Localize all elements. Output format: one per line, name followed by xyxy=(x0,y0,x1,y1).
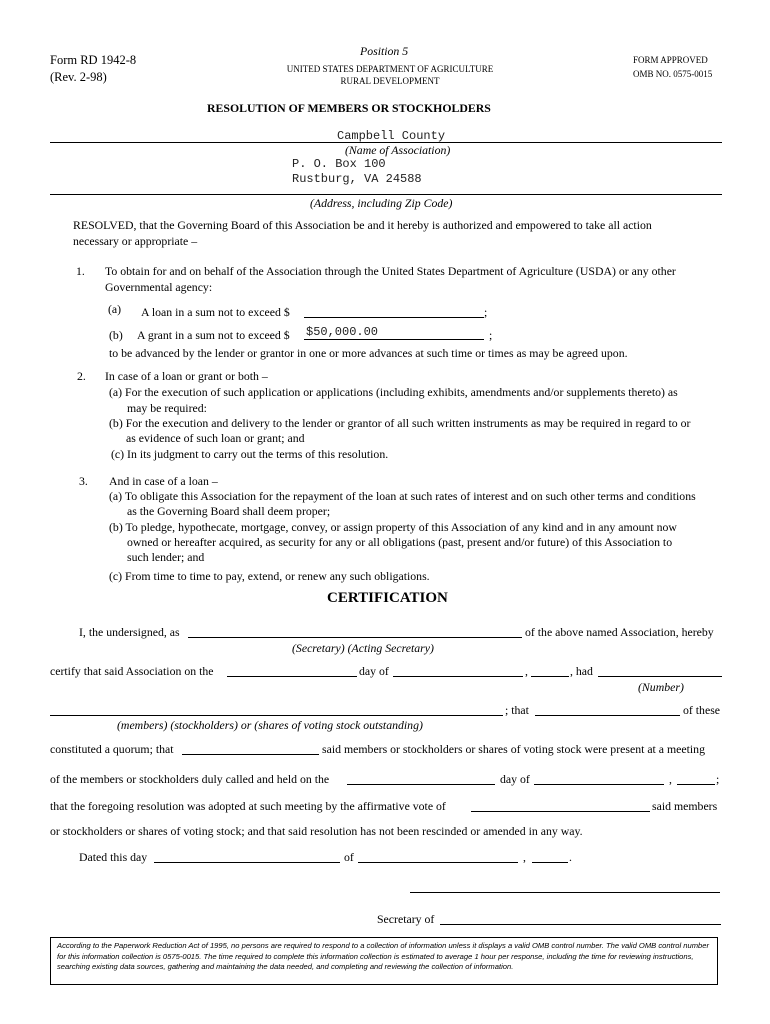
members-label: (members) (stockholders) or (shares of voting stock outstanding) xyxy=(117,718,423,732)
item1a-label: (a) xyxy=(108,302,122,316)
item1b-label: (b) xyxy=(109,328,123,342)
item1-text-2: Governmental agency: xyxy=(105,280,213,294)
grant-amount-value[interactable]: $50,000.00 xyxy=(306,325,379,339)
cert-day-of: day of xyxy=(359,664,389,678)
cert-comma: , xyxy=(525,664,528,678)
address-label: (Address, including Zip Code) xyxy=(310,196,453,210)
cert-semi: ; xyxy=(716,772,720,786)
cert-day-of-2: day of xyxy=(500,772,530,786)
grant-amount-field[interactable] xyxy=(304,339,484,340)
notice-text: According to the Paperwork Reduction Act of 1995, no persons are required to respond to a collection of information unless it displays a valid OMB control number. The valid OMB control number for this information collection is 0575-0015. The time required to complete this information collection is estimated to average 1 hour per response, including the time for reviewing instructions, searching existing data sources, gathering and maintaining the data needed, and completing and reviewing the collection of information. xyxy=(57,941,709,971)
capacity-field[interactable] xyxy=(188,637,522,638)
item1a-text: A loan in a sum not to exceed $ xyxy=(141,305,290,319)
item2b-text-2: as evidence of such loan or grant; and xyxy=(126,431,305,445)
item3-intro: And in case of a loan – xyxy=(109,474,218,488)
meeting-day-field[interactable] xyxy=(227,676,357,677)
item3c-text: (c) From time to time to pay, extend, or renew any such obligations. xyxy=(109,569,430,583)
page-title: RESOLUTION OF MEMBERS OR STOCKHOLDERS xyxy=(207,101,491,115)
resolved-text-1: RESOLVED, that the Governing Board of this Association be and it hereby is authorized and empowered to take all action xyxy=(73,218,652,232)
item2a-text-1: (a) For the execution of such application or applications (including exhibits, amendments and/or supplements thereto) as xyxy=(109,385,678,399)
cert-comma-2: , xyxy=(669,772,672,786)
number-label: (Number) xyxy=(638,680,684,694)
cert-of-these: of these xyxy=(683,703,721,717)
dated-year-field[interactable] xyxy=(532,862,568,863)
held-day-field[interactable] xyxy=(347,784,495,785)
meeting-year-field[interactable] xyxy=(531,676,569,677)
dated-month-field[interactable] xyxy=(358,862,518,863)
item1a-end: ; xyxy=(484,305,488,319)
cert-not-rescinded: or stockholders or shares of voting stock; and that said resolution has not been rescinded or amended in any way. xyxy=(50,824,583,838)
cert-date-comma: , xyxy=(523,850,526,864)
item3b-text-2: owned or hereafter acquired, as security for any or all obligations (past, present and/or future) of this Association to xyxy=(127,535,673,549)
cert-certify: certify that said Association on the xyxy=(50,664,214,678)
cert-secretary-of: Secretary of xyxy=(377,912,435,926)
item3-number: 3. xyxy=(79,474,88,488)
secretary-of-field[interactable] xyxy=(440,924,721,925)
item2b-text-1: (b) For the execution and delivery to the lender or grantor of all such written instruments as may be required in regard to or xyxy=(109,416,691,430)
association-name-value[interactable]: Campbell County xyxy=(337,129,446,143)
members-total-field[interactable] xyxy=(50,715,503,716)
member-count-field[interactable] xyxy=(598,676,722,677)
item3b-text-1: (b) To pledge, hypothecate, mortgage, convey, or assign property of this Association of any kind and in any amount now xyxy=(109,520,677,534)
cert-meeting: of the members or stockholders duly called and held on the xyxy=(50,772,330,786)
cert-undersigned: I, the undersigned, as xyxy=(79,625,180,639)
cert-dated: Dated this day xyxy=(79,850,148,864)
item3a-text-1: (a) To obligate this Association for the repayment of the loan at such rates of interest and on such other terms and conditions xyxy=(109,489,696,503)
loan-amount-field[interactable] xyxy=(304,317,484,318)
item1-advance-text: to be advanced by the lender or grantor in one or more advances at such time or times as may be agreed upon. xyxy=(109,346,628,360)
dated-day-field[interactable] xyxy=(154,862,340,863)
agency-name: UNITED STATES DEPARTMENT OF AGRICULTURE xyxy=(286,64,494,74)
these-count-field[interactable] xyxy=(535,715,680,716)
item1-number: 1. xyxy=(76,264,85,278)
cert-semi-that: ; that xyxy=(505,703,529,717)
secretary-label: (Secretary) (Acting Secretary) xyxy=(292,641,434,655)
cert-had: , had xyxy=(570,664,593,678)
item2-intro: In case of a loan or grant or both – xyxy=(105,369,268,383)
cert-of: of xyxy=(344,850,354,864)
item3b-text-3: such lender; and xyxy=(127,550,205,564)
cert-period: . xyxy=(569,850,572,864)
present-count-field[interactable] xyxy=(182,754,319,755)
form-revision: (Rev. 2-98) xyxy=(50,70,107,84)
association-name-label: (Name of Association) xyxy=(345,143,451,157)
held-month-field[interactable] xyxy=(534,784,664,785)
item1b-text: A grant in a sum not to exceed $ xyxy=(137,328,290,342)
item2-number: 2. xyxy=(77,369,86,383)
cert-quorum: constituted a quorum; that xyxy=(50,742,174,756)
held-year-field[interactable] xyxy=(677,784,715,785)
address-line2[interactable]: Rustburg, VA 24588 xyxy=(292,172,422,186)
item3a-text-2: as the Governing Board shall deem proper; xyxy=(127,504,331,518)
address-line xyxy=(50,194,722,195)
item1b-end: ; xyxy=(489,328,493,342)
vote-count-field[interactable] xyxy=(471,811,650,812)
item1-text-1: To obtain for and on behalf of the Association through the United States Department of Agriculture (USDA) or any other xyxy=(105,264,676,278)
omb-number: OMB NO. 0575-0015 xyxy=(633,69,713,79)
cert-said-members: said members xyxy=(652,799,718,813)
form-approved: FORM APPROVED xyxy=(633,55,708,65)
signature-field[interactable] xyxy=(410,892,720,893)
cert-present: said members or stockholders or shares of voting stock were present at a meeting xyxy=(322,742,705,756)
item2c-text: (c) In its judgment to carry out the terms of this resolution. xyxy=(111,447,389,461)
meeting-month-field[interactable] xyxy=(393,676,523,677)
cert-adopted: that the foregoing resolution was adopted at such meeting by the affirmative vote of xyxy=(50,799,446,813)
paperwork-reduction-notice xyxy=(50,937,718,985)
position-label: Position 5 xyxy=(360,44,409,58)
item2a-text-2: may be required: xyxy=(127,401,207,415)
agency-division: RURAL DEVELOPMENT xyxy=(340,76,440,86)
resolved-text-2: necessary or appropriate – xyxy=(73,234,198,248)
address-line1[interactable]: P. O. Box 100 xyxy=(292,157,386,171)
cert-of-association: of the above named Association, hereby xyxy=(525,625,714,639)
form-number: Form RD 1942-8 xyxy=(50,53,137,67)
certification-heading: CERTIFICATION xyxy=(327,590,448,606)
